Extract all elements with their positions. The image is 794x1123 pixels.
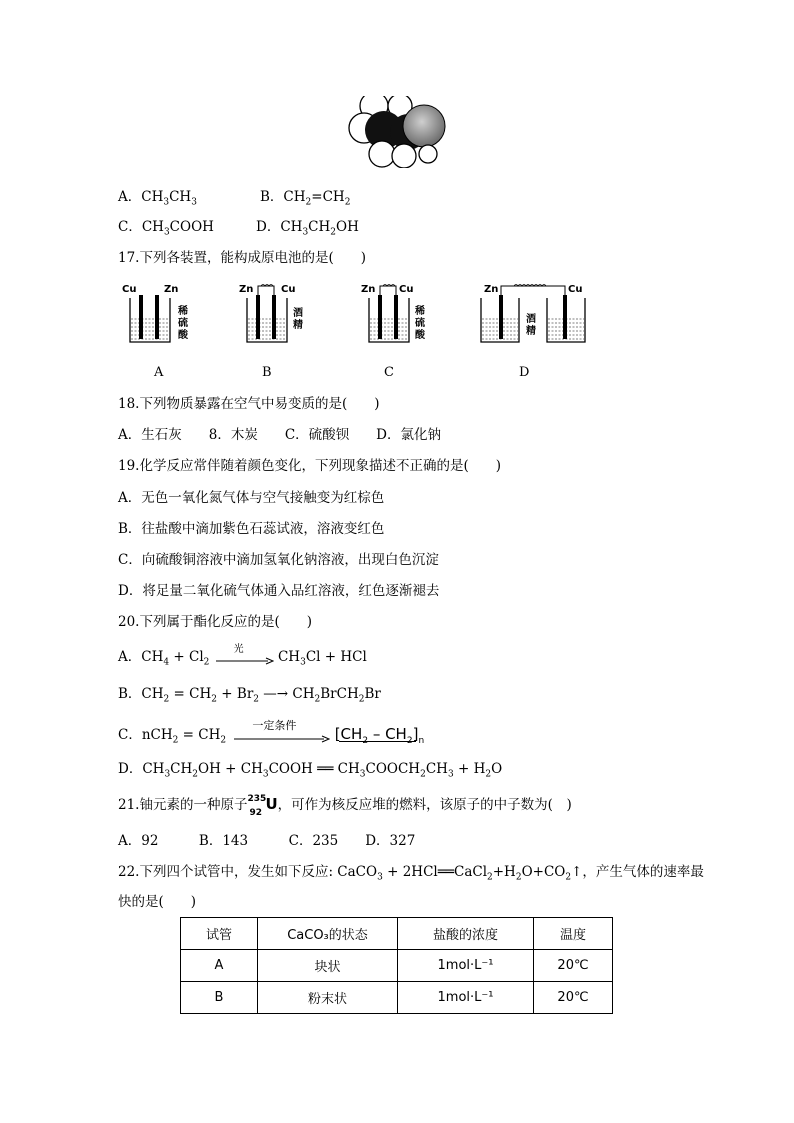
apparatus-b-left-electrode: Zn — [239, 284, 254, 295]
table-header-cell: CaCO₃的状态 — [258, 918, 398, 950]
q20-option-b: B．$CH_2 = CH_2 + Br_2$ —→ $CH_2BrCH_2Br$ — [118, 686, 381, 705]
table-header-row — [181, 918, 613, 950]
apparatus-b-right-electrode: Cu — [281, 284, 296, 295]
q21-stem: 21.铀元素的一种原子 235 92 U，可作为核反应堆的燃料，该原子的中子数为( ) — [118, 793, 572, 818]
q20-c-arrow — [230, 718, 330, 743]
q17-stem: 17.下列各装置，能构成原电池的是( ) — [118, 250, 367, 266]
q19-stem: 19.化学反应常伴随着颜色变化，下列现象描述不正确的是( ) — [118, 458, 502, 474]
apparatus-b-liquid-1: 酒 — [293, 308, 303, 319]
apparatus-c-liquid-1: 稀 — [415, 306, 425, 317]
apparatus-d-liquid-1: 酒 — [526, 314, 536, 325]
q19-option-b: B．往盐酸中滴加紫色石蕊试液，溶液变红色 — [118, 521, 385, 537]
q16-option-c: C．$CH_3COOH$ — [118, 219, 214, 238]
apparatus-d-left-electrode: Zn — [484, 284, 499, 295]
apparatus-a-left-electrode: Cu — [122, 284, 137, 295]
q20-option-c: C．$nCH_2 = CH_2$ 一定条件 $[CH_2 - CH_2]_n$ — [118, 718, 425, 746]
apparatus-d-liquid-2: 精 — [526, 326, 536, 337]
apparatus-c-right-electrode: Cu — [399, 284, 414, 295]
uranium-nuclide: 235 92 — [247, 793, 267, 818]
table-cell: 粉末状 — [258, 982, 398, 1014]
table-row — [181, 950, 613, 982]
apparatus-b-label: B — [262, 365, 272, 380]
q20-a-condition: 光 — [233, 643, 244, 655]
apparatus-a-right-electrode: Zn — [164, 284, 179, 295]
apparatus-d-diagram — [478, 282, 588, 348]
q16-option-b: B．$CH_2=CH_2$ — [260, 189, 351, 208]
q19-option-d: D．将足量二氧化硫气体通入品红溶液，红色逐渐褪去 — [118, 583, 440, 599]
apparatus-a-liquid-1: 稀 — [178, 306, 188, 317]
apparatus-a-liquid-2: 硫 — [178, 318, 188, 329]
apparatus-d-right-electrode: Cu — [568, 284, 583, 295]
table-header-cell: 盐酸的浓度 — [398, 918, 534, 950]
table-cell: A — [181, 950, 258, 982]
q20-a-arrow — [214, 643, 274, 665]
q20-option-a: A．$CH_4 + Cl_2$ 光 $CH_3Cl$ + HCl — [118, 648, 367, 666]
q22-stem-line1: 22.下列四个试管中，发生如下反应: CaCO$_3$ + $2HCl══CaCl_2+H_2O+CO_2↑$，产生气体的速率最 — [118, 864, 704, 883]
table-header-cell: 温度 — [534, 918, 613, 950]
table-cell: 20℃ — [534, 982, 613, 1014]
apparatus-b-liquid-2: 精 — [293, 320, 303, 331]
q20-stem: 20.下列属于酯化反应的是( ) — [118, 614, 313, 630]
q22-stem-line2: 快的是( ) — [118, 894, 197, 910]
apparatus-c-liquid-2: 硫 — [415, 318, 425, 329]
apparatus-d-label: D — [519, 365, 530, 380]
q16-option-d: D．$CH_3CH_2OH$ — [256, 219, 359, 238]
apparatus-c-left-electrode: Zn — [361, 284, 376, 295]
apparatus-c-diagram — [359, 282, 439, 348]
q20-option-d: D．$CH_3CH_2OH$ + $CH_3COOH$ ══ $CH_3COOCH_2CH_3 + H_2O$ — [118, 761, 503, 780]
table-cell: 20℃ — [534, 950, 613, 982]
q20-c-condition: 一定条件 — [252, 718, 297, 732]
q16-option-a: A．$CH_3CH_3$ — [118, 189, 197, 208]
table-header-cell: 试管 — [181, 918, 258, 950]
q21-options: A．92 B．143 C．235 D．327 — [118, 833, 416, 849]
table-cell: 1mol·L⁻¹ — [398, 982, 534, 1014]
apparatus-c-liquid-3: 酸 — [415, 330, 425, 341]
q18-stem: 18.下列物质暴露在空气中易变质的是( ) — [118, 396, 380, 412]
q22-table — [180, 917, 613, 1014]
q18-options: A．生石灰 8．木炭 C．硫酸钡 D．氯化钠 — [118, 427, 441, 443]
apparatus-a-diagram — [120, 282, 200, 348]
table-cell: 1mol·L⁻¹ — [398, 950, 534, 982]
table-row — [181, 982, 613, 1014]
apparatus-a-label: A — [154, 365, 164, 380]
polymer-formula: $[CH_2 - CH_2]_n$ — [334, 725, 425, 746]
table-cell: 块状 — [258, 950, 398, 982]
q19-option-a: A．无色一氧化氮气体与空气接触变为红棕色 — [118, 490, 385, 506]
apparatus-c-label: C — [384, 365, 394, 380]
apparatus-a-liquid-3: 酸 — [178, 330, 188, 341]
q19-option-c: C．向硫酸铜溶液中滴加氢氧化钠溶液，出现白色沉淀 — [118, 552, 439, 568]
ethanol-space-filling-model — [344, 96, 454, 168]
table-cell: B — [181, 982, 258, 1014]
apparatus-b-diagram — [237, 282, 317, 348]
